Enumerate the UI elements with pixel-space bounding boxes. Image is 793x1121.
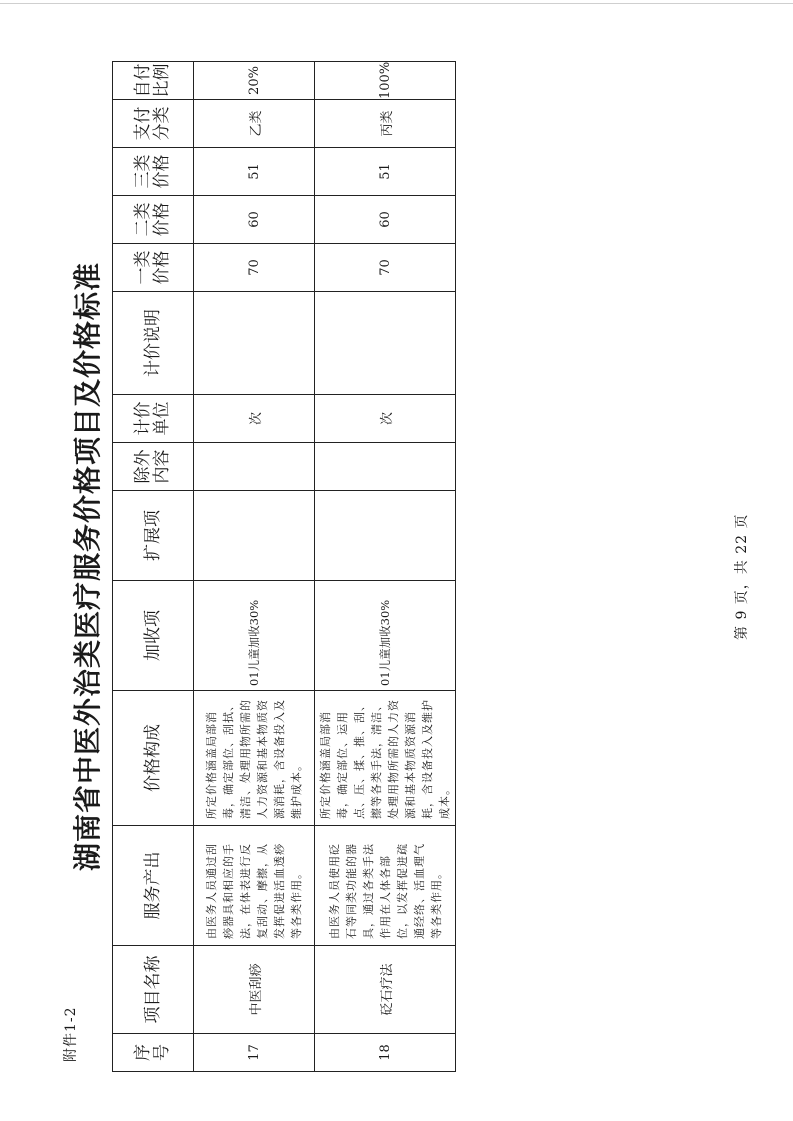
header-price2: 二类价格 — [113, 196, 194, 244]
price-table — [112, 61, 456, 1072]
cell-extension — [315, 491, 456, 581]
cell-note — [315, 292, 456, 395]
table-row — [194, 62, 315, 1072]
header-seq: 序号 — [113, 1034, 194, 1072]
header-addon: 加收项 — [113, 581, 194, 691]
cell-excluded — [315, 443, 456, 491]
rotated-page-content — [68, 61, 726, 1072]
cell-extension — [194, 491, 315, 581]
page-footer: 第 9 页，共 22 页 — [734, 513, 750, 640]
cell-name: 中医刮痧 — [194, 946, 315, 1034]
cell-unit: 次 — [315, 395, 456, 443]
cell-price2: 60 — [315, 196, 456, 244]
header-pay-class: 支付分类 — [113, 100, 194, 148]
table-row — [315, 62, 456, 1072]
header-output: 服务产出 — [113, 826, 194, 946]
cell-excluded — [194, 443, 315, 491]
document-title: 湖南省中医外治类医疗服务价格项目及价格标准 — [71, 262, 104, 872]
header-self-pay: 自付比例 — [113, 62, 194, 100]
cell-self-pay: 100% — [315, 62, 456, 100]
cell-composition: 所定价格涵盖局部消毒，确定部位、刮拭、清洁、处理用物所需的人力资源和基本物质资源消耗，含设备投入及维护成本。 — [194, 691, 315, 826]
cell-pay-class: 乙类 — [194, 100, 315, 148]
header-excluded: 除外内容 — [113, 443, 194, 491]
cell-note — [194, 292, 315, 395]
cell-seq: 17 — [194, 1034, 315, 1072]
attachment-label: 附件1-2 — [63, 1006, 79, 1062]
cell-addon: 01儿童加收30% — [194, 581, 315, 691]
cell-price2: 60 — [194, 196, 315, 244]
cell-self-pay: 20% — [194, 62, 315, 100]
cell-composition: 所定价格涵盖局部消毒，确定部位、运用点、压、揉、推、刮、擦等各类手法，清洁、处理用物所需的人力资源和基本物质资源消耗，含设备投入及维护成本。 — [315, 691, 456, 826]
header-composition: 价格构成 — [113, 691, 194, 826]
cell-seq: 18 — [315, 1034, 456, 1072]
scan-top-edge — [0, 3, 793, 4]
header-price1: 一类价格 — [113, 244, 194, 292]
cell-price1: 70 — [194, 244, 315, 292]
header-name: 项目名称 — [113, 946, 194, 1034]
cell-price1: 70 — [315, 244, 456, 292]
cell-price3: 51 — [315, 148, 456, 196]
cell-pay-class: 丙类 — [315, 100, 456, 148]
cell-output: 由医务人员通过刮痧器具和相应的手法，在体表进行反复刮动、摩擦，从发挥促进活血透痧等各类作用。 — [194, 826, 315, 946]
cell-unit: 次 — [194, 395, 315, 443]
cell-price3: 51 — [194, 148, 315, 196]
cell-name: 砭石疗法 — [315, 946, 456, 1034]
header-row — [113, 62, 194, 1072]
cell-output: 由医务人员使用砭石等同类功能的器具，通过各类手法作用在人体各部位，以发挥促进疏通经络、活血理气等各类作用。 — [315, 826, 456, 946]
header-extension: 扩展项 — [113, 491, 194, 581]
header-unit: 计价单位 — [113, 395, 194, 443]
cell-addon: 01儿童加收30% — [315, 581, 456, 691]
header-price3: 三类价格 — [113, 148, 194, 196]
header-note: 计价说明 — [113, 292, 194, 395]
